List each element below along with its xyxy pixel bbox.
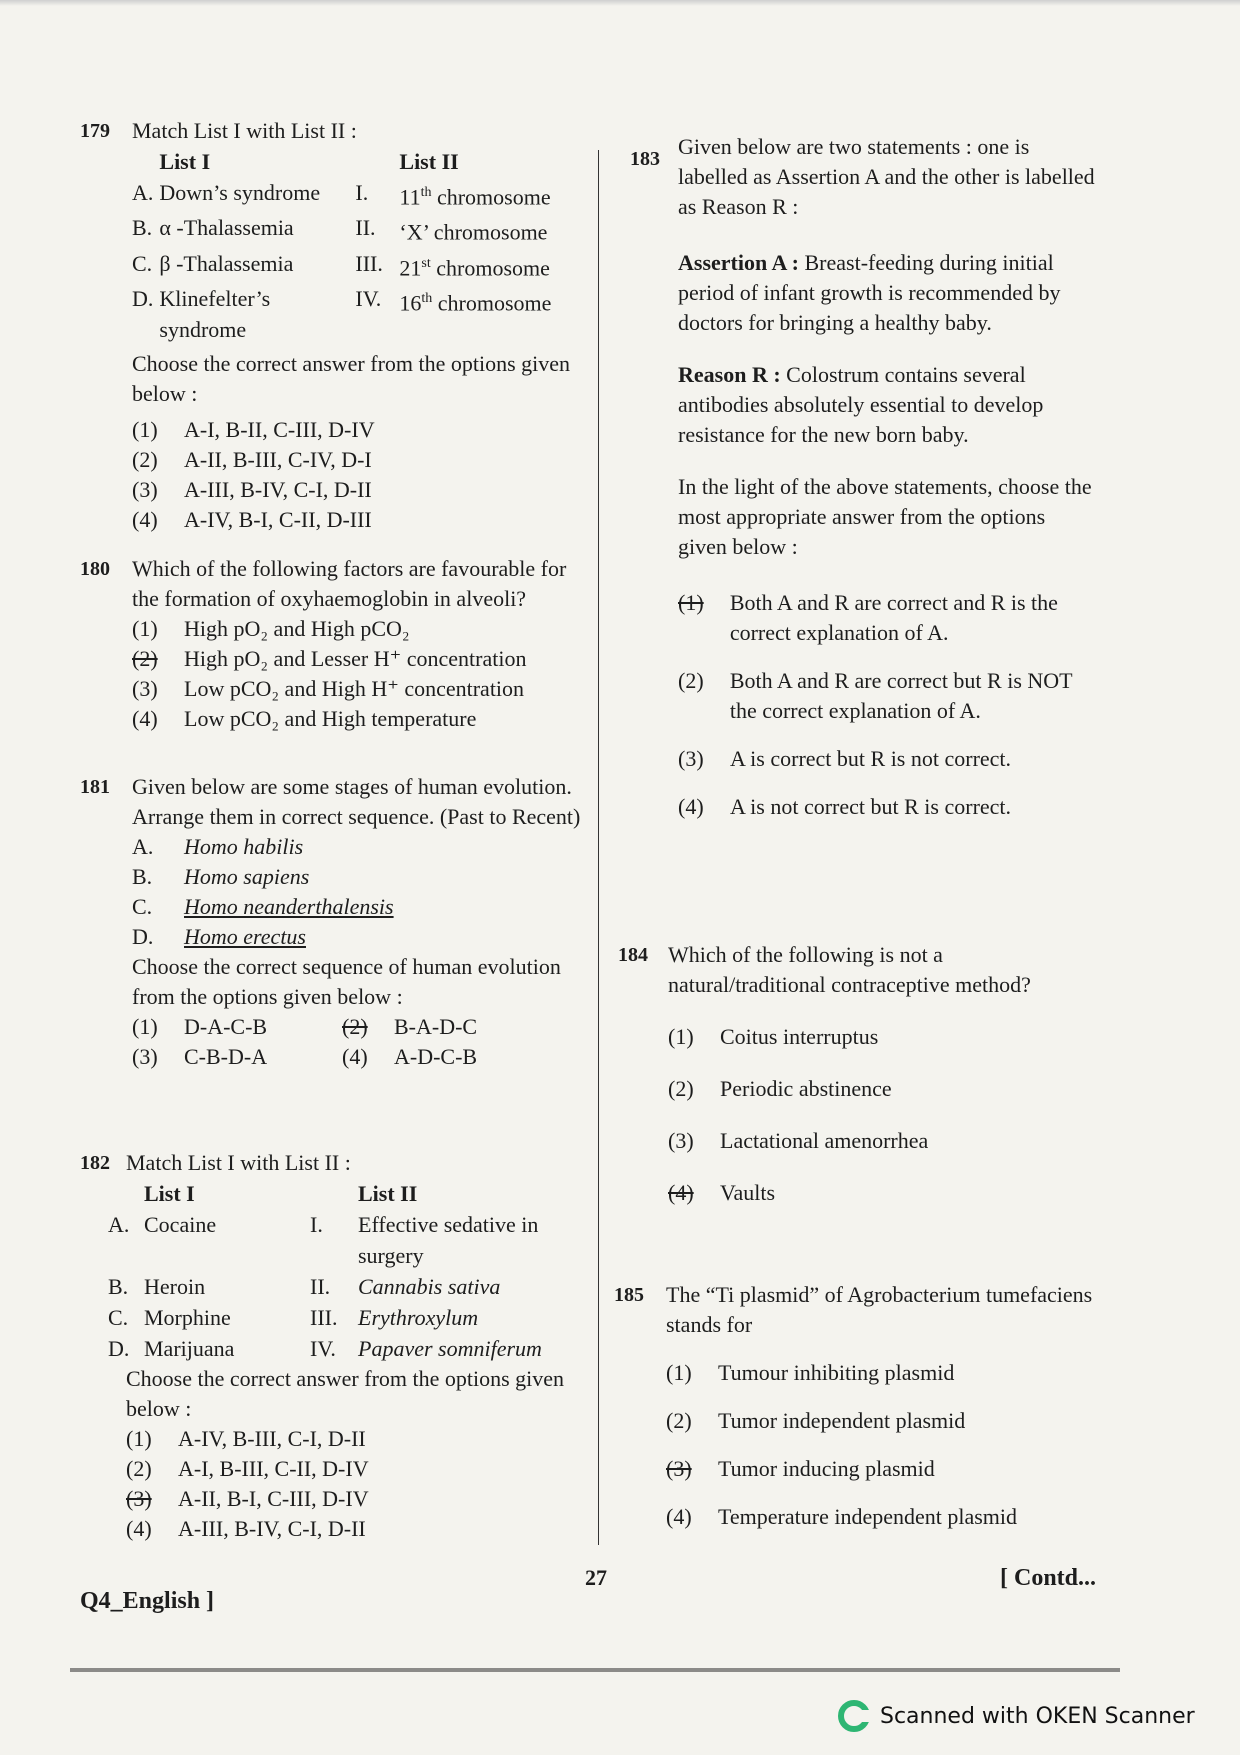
option-text: D-A-C-B [184,1014,268,1039]
row-list1: Marijuana [144,1336,235,1361]
reason-text: Colostrum contains several antibodies absolutely essential to develop resistance for the new born baby. [678,362,1044,447]
row-list2: Effective sedative in surgery [358,1212,539,1268]
q185-text: The “Ti plasmid” of Agrobacterium tumefaciens stands for [666,1282,1093,1337]
q179-option[interactable] [132,505,587,535]
q182-list1-head: List I [144,1181,195,1206]
q182-row [108,1333,588,1364]
option-number: (3) [132,476,158,502]
row-letter: C. [108,1305,129,1330]
option-text: High pO₂ and Lesser H⁺ concentration [184,646,527,671]
row-roman: II. [355,215,376,241]
option-text: Lactational amenorrhea [720,1128,929,1153]
scanner-label: Scanned with OKEN Scanner [880,1703,1195,1729]
q180-option[interactable] [132,614,587,644]
q184-option[interactable] [668,1074,1098,1104]
q182-instruction: Choose the correct answer from the options given below : [126,1366,565,1421]
row-roman: IV. [310,1336,336,1361]
q179-instruction: Choose the correct answer from the options given below : [132,350,571,406]
row-list2-sup: th [421,290,433,306]
stage-text: Homo neanderthalensis [184,894,394,919]
q180-text: Which of the following factors are favourable for the formation of oxyhaemoglobin in alveoli? [132,556,567,611]
assertion-label: Assertion A : [678,250,799,275]
option-number: (4) [666,1504,692,1529]
q180-number: 180 [80,558,110,580]
row-list2-sup: st [421,255,431,271]
q183-number: 183 [630,148,660,170]
option-number: (2) [342,1014,368,1039]
option-text: A-I, B-II, C-III, D-IV [184,416,375,442]
q180-option[interactable] [132,644,587,674]
row-list2: Cannabis sativa [358,1274,501,1299]
option-text: A-III, B-IV, C-I, D-II [184,476,372,502]
option-text: Both A and R are correct and R is the correct explanation of A. [729,590,1058,645]
row-roman: IV. [355,285,382,311]
q179-row [132,212,557,247]
option-number: (4) [132,506,158,532]
q183-intro: Given below are two statements : one is labelled as Assertion A and the other is labelled as Reason R : [678,134,1095,219]
q181 [132,772,587,1072]
q184-option[interactable] [668,1178,1098,1208]
q181-option[interactable] [132,1042,342,1072]
row-list2-text: ‘X’ chromosome [399,219,548,245]
q181-option[interactable] [342,1012,562,1042]
option-text: Periodic abstinence [720,1076,892,1101]
option-text: Coitus interruptus [720,1024,879,1049]
option-text: Vaults [720,1180,775,1205]
q182-option[interactable] [126,1484,588,1514]
option-number: (3) [132,1044,158,1069]
option-text: Low pCO₂ and High H⁺ concentration [184,676,525,701]
row-list1: Cocaine [144,1212,217,1237]
option-text: A is correct but R is not correct. [730,746,1012,771]
row-letter: A. [108,1212,130,1237]
q180-option[interactable] [132,704,587,734]
q184-option[interactable] [668,1126,1098,1156]
top-edge [0,0,1240,6]
option-text: Tumour inhibiting plasmid [718,1360,955,1385]
q181-stage [132,892,587,922]
q179 [132,116,587,535]
q179-option[interactable] [132,445,587,475]
q179-row [132,283,557,345]
q179-option[interactable] [132,475,587,505]
option-number: (3) [126,1486,152,1511]
option-text: A-I, B-III, C-II, D-IV [178,1456,369,1481]
paper-code: Q4_English ] [80,1588,215,1614]
option-text: Tumor inducing plasmid [718,1456,935,1481]
q185-option[interactable] [666,1454,1106,1484]
stage-letter: A. [132,834,154,859]
q179-list1-head: List I [159,149,211,174]
q182-number: 182 [80,1152,110,1174]
q181-number: 181 [80,776,110,798]
q182-row [108,1302,588,1333]
option-text: A-III, B-IV, C-I, D-II [178,1516,366,1541]
row-list2-text: chromosome [432,290,552,316]
row-list2 [399,212,557,247]
row-list2-text: 21 [399,254,422,280]
q183-option[interactable] [678,588,1098,648]
q181-option[interactable] [132,1012,342,1042]
option-text: A-II, B-III, C-IV, D-I [184,446,372,472]
q180 [132,554,587,734]
option-text: High pO₂ and High pCO₂ [184,616,410,641]
stage-text: Homo erectus [184,924,306,949]
row-list2: Papaver somniferum [358,1336,542,1361]
q181-text: Given below are some stages of human evolution. Arrange them in correct sequence. (Past to Recent) [132,774,581,829]
row-list1: α -Thalassemia [159,215,294,241]
q182-option[interactable] [126,1454,588,1484]
option-number: (1) [666,1360,692,1385]
q183-assertion [678,248,1098,338]
option-number: (2) [126,1456,152,1481]
q180-option[interactable] [132,674,587,704]
option-text: A-D-C-B [394,1044,478,1069]
q184-number: 184 [618,944,648,966]
option-text: Temperature independent plasmid [718,1504,1018,1529]
row-list1: Down’s syndrome [159,180,321,205]
option-number: (1) [126,1426,152,1451]
q182-option[interactable] [126,1514,588,1544]
option-number: (1) [678,590,704,615]
row-list2-text: chromosome [430,254,550,280]
row-list1: Morphine [144,1305,231,1330]
row-letter: D. [108,1336,130,1361]
row-letter: A. [132,180,154,205]
q182-title: Match List I with List II : [126,1150,351,1175]
option-text: A is not correct but R is correct. [730,794,1012,819]
option-number: (2) [132,446,158,472]
option-number: (4) [132,706,158,731]
option-text: B-A-D-C [394,1014,478,1039]
row-roman: III. [310,1305,338,1330]
q182-row [108,1209,588,1271]
row-roman: III. [355,250,383,276]
option-number: (2) [132,646,158,671]
stage-letter: C. [132,894,153,919]
row-roman: I. [355,180,369,205]
row-list2-text: 16 [399,290,422,316]
row-letter: B. [132,215,153,241]
assertion-text: Breast-feeding during initial period of infant growth is recommended by doctors for bringing a healthy baby. [678,250,1061,335]
continued-label: [ Contd... [1000,1565,1097,1591]
page-number: 27 [585,1565,607,1590]
q185-option[interactable] [666,1406,1106,1436]
row-list2-text: 11 [399,184,421,210]
q179-title: Match List I with List II : [132,118,357,143]
q182-list2-head: List II [358,1181,418,1206]
q185-option[interactable] [666,1502,1106,1532]
q182 [108,1148,588,1544]
q179-list2-head: List II [399,149,459,174]
q181-stage [132,832,587,862]
q179-row [132,177,557,212]
row-list2 [399,283,557,345]
row-roman: I. [310,1212,323,1237]
q184-option[interactable] [668,1022,1098,1052]
option-number: (1) [132,616,158,641]
q182-row [108,1271,588,1302]
q181-stage [132,862,587,892]
stage-text: Homo sapiens [184,864,310,889]
option-number: (4) [126,1516,152,1541]
q183-option[interactable] [678,792,1098,822]
q181-stage [132,922,587,952]
option-number: (3) [666,1456,692,1481]
stage-text: Homo habilis [184,834,304,859]
q183-option[interactable] [678,744,1098,774]
q184-text: Which of the following is not a natural/traditional contraceptive method? [668,942,1031,997]
q185-option[interactable] [666,1358,1106,1388]
option-text: Tumor independent plasmid [718,1408,966,1433]
q181-option[interactable] [342,1042,562,1072]
q183-reason [678,360,1098,450]
row-letter: D. [132,285,154,311]
option-text: Low pCO₂ and High temperature [184,706,477,731]
q183 [678,132,1098,822]
q182-option[interactable] [126,1424,588,1454]
row-list2 [399,177,557,212]
option-number: (2) [678,668,704,693]
row-list2 [399,248,557,283]
option-number: (4) [678,794,704,819]
bottom-edge [70,1668,1120,1672]
row-list2-text: chromosome [431,184,551,210]
q179-match-table [132,146,557,345]
row-letter: B. [108,1274,129,1299]
option-number: (1) [132,416,158,442]
row-letter: C. [132,250,153,276]
option-text: A-II, B-I, C-III, D-IV [178,1486,369,1511]
scanner-watermark [838,1700,1195,1732]
option-number: (3) [132,676,158,701]
q183-instruction: In the light of the above statements, choose the most appropriate answer from the options given below : [678,474,1092,559]
q185-number: 185 [614,1284,644,1306]
option-number: (4) [668,1180,694,1205]
q182-match-table [108,1178,588,1364]
row-list1: β -Thalassemia [159,250,294,276]
q184 [668,940,1098,1208]
reason-label: Reason R : [678,362,781,387]
q179-row [132,248,557,283]
stage-letter: B. [132,864,153,889]
q185 [666,1280,1106,1532]
option-text: C-B-D-A [184,1044,268,1069]
oken-logo-icon [838,1700,870,1732]
q183-option[interactable] [678,666,1098,726]
option-number: (3) [668,1128,694,1153]
option-number: (3) [678,746,704,771]
row-list2: Erythroxylum [358,1305,479,1330]
option-text: A-IV, B-III, C-I, D-II [178,1426,366,1451]
row-list1: Heroin [144,1274,206,1299]
row-list2-sup: th [420,185,432,200]
stage-letter: D. [132,924,154,949]
option-number: (2) [666,1408,692,1433]
option-number: (2) [668,1076,694,1101]
option-number: (4) [342,1044,368,1069]
option-text: A-IV, B-I, C-II, D-III [184,506,372,532]
q179-number: 179 [80,120,110,142]
option-number: (1) [132,1014,158,1039]
option-number: (1) [668,1024,694,1049]
column-divider [598,150,599,1545]
row-roman: II. [310,1274,331,1299]
row-list1: Klinefelter’s syndrome [159,285,271,342]
option-text: Both A and R are correct but R is NOT the correct explanation of A. [729,668,1073,723]
q181-instruction: Choose the correct sequence of human evolution from the options given below : [132,954,561,1009]
q179-option[interactable] [132,415,587,445]
